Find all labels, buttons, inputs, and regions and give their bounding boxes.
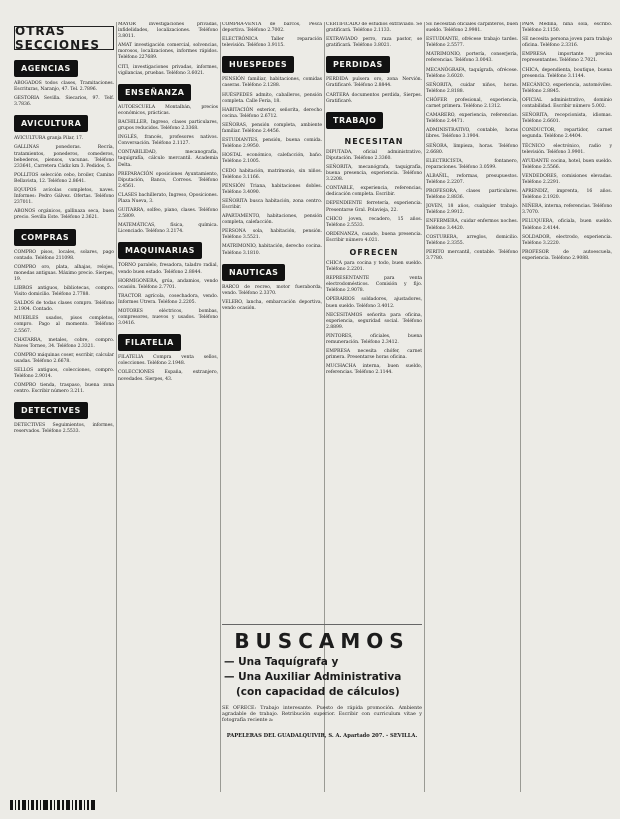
classified-ad: CEDO habitación, matrimonio, sin niños. Teléfono 3.1166. — [222, 168, 322, 180]
classified-ad: POLLITOS selección cebo, broiler, Camino Bellavista, 12. Teléfono 2.8641. — [14, 172, 114, 184]
classified-ad: GESTORIA Sevilla. Siecarios, 97. Telf. 3.7836. — [14, 96, 114, 108]
classified-ad: SE necesitan oficiales carpinteros, buen sueldo. Teléfono 2.9981. — [426, 22, 518, 34]
classified-ad: DETECTIVES Seguimientos, informes, reservados. Teléfono 2.5533. — [14, 423, 114, 435]
classified-ad: PROFESOR de autoescuela, experiencia. Teléfono 2.9088. — [522, 249, 612, 261]
classified-ad: SEÑORITA, cuidar niños, horas. Teléfono 2.8188. — [426, 82, 518, 94]
classified-ad: MAYOR investigaciones privadas, infidelidades, localizaciones. Teléfono 3.8011. — [118, 22, 218, 40]
classified-ad: ALBAÑIL, reformas, presupuestos. Teléfono 2.2207. — [426, 173, 518, 185]
classified-ad: ABONOS orgánicos, gallinaza seca, buen precio. Sevilla Este. Teléfono 2.3621. — [14, 209, 114, 221]
classified-ad: SEÑORITA, mecanógrafa, taquigrafía, buena presencia, experiencia. Teléfono 3.2208. — [326, 164, 422, 183]
section-header-agencias: AGENCIAS — [14, 60, 78, 77]
display-ad-line: — Una Taquígrafa y — [224, 656, 339, 668]
classified-ad: OPERARIOS soldadores, ajustadores, buen sueldo. Teléfono 3.4012. — [326, 297, 422, 309]
classified-ad: LIBROS antiguos, bibliotecas, compro. Visito domicilio. Teléfono 2.7788. — [14, 285, 114, 298]
subsection-header-necesitan: NECESITAN — [344, 136, 404, 146]
classified-ad: ELECTRÓNICA Taller reparación televisión. Teléfono 3.9115. — [222, 37, 322, 49]
classified-ad: COMPRO pisos, locales, solares, pago contado. Teléfono 211098. — [14, 249, 114, 261]
classified-ad: PENSIÓN Triana, habitaciones dobles. Teléfono 3.4090. — [222, 183, 322, 195]
classified-ad: AUTOESCUELA Montalbán, precios económicos, prácticas. — [118, 104, 218, 116]
classified-ad: ABOGADOS todos clases, Tramitaciones. Escrituras, Naranjo, 47. Tel. 2.7896. — [14, 81, 114, 93]
classified-ad: CITI, investigaciones privadas, informes, vigilancias, pruebas. Teléfono 3.6021. — [118, 64, 218, 76]
classified-ad: PERITO mercantil, contable. Teléfono 3.7780. — [426, 249, 518, 261]
classified-ad: FILATELIA Compra venta sellos, colecciones. Teléfono 2.1948. — [118, 355, 218, 367]
classified-ad: PENSIÓN familiar, habitaciones, comidas caseras. Teléfono 2.1288. — [222, 77, 322, 89]
display-ad-buscamos — [222, 624, 422, 793]
classified-ad: SEÑORITA, recepcionista, idiomas. Teléfono 2.6601. — [522, 113, 612, 125]
section-header-trabajo: TRABAJO — [326, 112, 383, 129]
classified-ad: MATRIMONIO, habitación, derecho cocina. Teléfono 3.1810. — [222, 244, 322, 256]
classified-ad: MOTORES eléctricos, bombas, compresores, nuevos y usados. Teléfono 3.0416. — [118, 309, 218, 327]
classified-ad: PERDIDA pulsera oro, zona Nervión. Gratificaré. Teléfono 2.8844. — [326, 77, 422, 89]
classified-ad: DIPUTADA, oficial administrativo, Diputación. Teléfono 2.3360. — [326, 149, 422, 161]
classified-ad: OFICIAL administrativo, dominio contabilidad. Escribir número 5.002. — [522, 97, 612, 110]
classified-ad: COSTURERA, arreglos, domicilio. Teléfono 2.3355. — [426, 234, 518, 246]
classified-ad: SEÑORITA busca habitación, zona centro. Escribir. — [222, 198, 322, 210]
classified-ad: INGLÉS, francés, profesores nativos. Conversación. Teléfono 2.1127. — [118, 135, 218, 147]
column-1 — [14, 22, 114, 792]
classified-ad: HORMIGONERA, grúa, andamios, vendo ocasión. Teléfono 2.7701. — [118, 278, 218, 290]
subsection-header-ofrecen: OFRECEN — [349, 247, 399, 257]
classified-ad: ELECTRICISTA, fontanero, reparaciones. Teléfono 3.0599. — [426, 158, 518, 170]
classified-ad: GUITARRA, solfeo, piano, clases. Teléfono 2.5809. — [118, 208, 218, 220]
classified-ad: COMPRA-VENTA de barcos, Pesca deportiva. Teléfono 2.7002. — [222, 22, 322, 34]
classified-ad: ESTUDIANTE, ofrécese trabajo tardes. Teléfono 2.5577. — [426, 37, 518, 49]
column-rule — [424, 22, 425, 792]
column-rule — [116, 22, 117, 792]
classified-ad: BARCO de recreo, motor fueraborda, vendo. Teléfono 2.3370. — [222, 284, 322, 296]
classified-ad: TRACTOR agrícola, cosechadora, vendo. Informes Utrera. Teléfono 2.2205. — [118, 293, 218, 305]
section-header-maquinarias: MAQUINARIAS — [118, 242, 202, 259]
column-4 — [326, 22, 422, 622]
classified-ad: SOLDADOR, electrodo, experiencia. Teléfono 3.2220. — [522, 234, 612, 246]
classified-ad: HUÉSPEDES admito, caballeros, pensión completa. Calle Feria, 18. — [222, 92, 322, 104]
section-header-ensenanza: ENSEÑANZA — [118, 84, 191, 101]
classified-ad: CONTABILIDAD, mecanografía, taquigrafía, cálculo mercantil. Academia Delta. — [118, 150, 218, 168]
classified-ad: NIÑERA, interna, referencias. Teléfono 3.7070. — [522, 204, 612, 216]
classified-ad: CHATARRA, metales, cobre, compro. Naves Torneo, 34. Teléfono 2.3321. — [14, 337, 114, 349]
classified-ad: EMPRESA necesita chófer, carnet primera. Presentarse horas oficina. — [326, 349, 422, 361]
scan-edge-marks — [10, 800, 530, 810]
classified-ad: APARTAMENTO, habitaciones, pensión completa, calefacción. — [222, 214, 322, 226]
classified-ad: COMPRO máquinas coser, escribir, calcular usadas. Teléfono 2.6678. — [14, 352, 114, 364]
classified-ad: PROFESORA, clases particulares. Teléfono 2.8836. — [426, 189, 518, 201]
classified-ad: CHICA para cocina y todo, buen sueldo. Teléfono 2.2201. — [326, 260, 422, 273]
classified-ad: SALDOS de todas clases compro. Teléfono 2.1904. Contado. — [14, 301, 114, 313]
display-ad-line: — Una Auxiliar Administrativa — [224, 671, 402, 683]
classified-ad: PINTORES, oficiales, buena remuneración. Teléfono 2.3412. — [326, 333, 422, 345]
classified-ad: SEÑORAS, pensión completa, ambiente familiar. Teléfono 2.4456. — [222, 122, 322, 135]
classified-ad: PREPARACIÓN oposiciones Ayuntamiento, Diputación, Banca, Correos. Teléfono 2.4561. — [118, 171, 218, 189]
classified-ad: EXTRAVIADO perro, raza pastor, se gratificará. Teléfono 3.8021. — [326, 37, 422, 49]
classified-ad: MUCHACHA interna, buen sueldo, referencias. Teléfono 2.1144. — [326, 364, 422, 376]
classified-ad: EMPRESA importante precisa representantes. Teléfono 2.7021. — [522, 52, 612, 64]
classified-ad: GALLINAS ponedoras. Recría, tratamientos, ponederos, comederos, bebederos, piensos, vacunas. Teléfono 233641, Carretera Cádiz km 3. Pedidos, 5. — [14, 145, 114, 169]
section-header-huespedes: HUESPEDES — [222, 56, 294, 73]
classified-ad: MECANÓGRAFA, taquígrafa, ofrécese. Teléfono 3.6020. — [426, 67, 518, 79]
classified-ad: MUEBLES usados, pisos completos, compro. Pago al momento. Teléfono 2.5567. — [14, 316, 114, 334]
classified-ad: COLECCIONES España, extranjero, novedades. Sierpes, 43. — [118, 370, 218, 382]
column-5 — [426, 22, 518, 792]
classified-ad: MECÁNICO, experiencia, automóviles. Teléfono 2.8845. — [522, 82, 612, 94]
classified-ad: DEPENDIENTE ferretería, experiencia. Presentarse Gral. Polavieja, 22. — [326, 201, 422, 213]
section-header-perdidas: PERDIDAS — [326, 56, 390, 73]
classified-ad: CONTABLE, experiencia, referencias, dedicación completa. Escribir. — [326, 186, 422, 198]
classified-ad: BACHILLER, Ingreso, clases particulares, grupos reducidos. Teléfono 2.3368. — [118, 119, 218, 132]
classified-ad: HOSTAL económico, calefacción, baño. Teléfono 2.1005. — [222, 153, 322, 165]
classified-ad: SE necesita persona joven para trabajo oficina. Teléfono 2.3316. — [522, 37, 612, 49]
classified-ad: APRENDIZ, imprenta, 16 años. Teléfono 2.1920. — [522, 189, 612, 201]
classified-ad: EQUIPOS avícolas completos, naves. Informes: Pedro Gálvez. Ofertas. Teléfono 237011. — [14, 188, 114, 206]
display-ad-signature: PAPELERAS DEL GUADALQUIVIR, S. A. Apartado 207. - SEVILLA. — [226, 732, 418, 739]
classified-ad: ADMINISTRATIVO, contable, horas libres. Teléfono 3.1904. — [426, 128, 518, 140]
classified-ad: VELERO, lancha, embarcación deportiva, vendo ocasión. — [222, 299, 322, 311]
classified-ad: CHICO joven, recadero, 15 años. Teléfono 2.5533. — [326, 216, 422, 228]
classified-ad: PERSONA sola, habitación, pensión. Teléfono 3.5521. — [222, 229, 322, 241]
classified-ad: AVICULTURA granja Pilar, 17. — [14, 136, 84, 142]
classified-ad: CAMARERO, experiencia, referencias. Teléfono 2.4471. — [426, 113, 518, 125]
display-ad-title: BUSCAMOS — [234, 629, 410, 653]
classified-ad: ESTUDIANTES, pensión, buena comida. Teléfono 2.9950. — [222, 138, 322, 150]
classified-ad: CERTIFICADO de estudios extraviado. Se gratificará. Teléfono 2.1133. — [326, 22, 422, 34]
column-3 — [222, 22, 322, 622]
classified-ad: CHICA, dependienta, boutique, buena presencia. Teléfono 3.1144. — [522, 67, 612, 79]
classified-ad: HABITACIÓN exterior, señorita, derecho cocina. Teléfono 2.6712. — [222, 107, 322, 119]
classified-ad: VENDEDORES, comisiones elevadas. Teléfono 2.2291. — [522, 173, 612, 185]
column-rule — [520, 22, 521, 792]
classified-ad: SEÑORA, limpieza, horas. Teléfono 2.6680. — [426, 143, 518, 155]
classified-ad: AMAT investigación comercial, solvencias, morosos, localizaciones, informes rápidos. Teléfono 227689. — [118, 43, 218, 61]
section-header-detectives: DETECTIVES — [14, 402, 88, 419]
classified-ad: CLASES bachillerato, Ingreso, Oposiciones. Plaza Nueva, 3. — [118, 192, 218, 204]
column-rule — [220, 22, 221, 792]
classified-ad: SELLOS antiguos, colecciones, compro. Teléfono 2.9014. — [14, 368, 114, 380]
section-header-compras: COMPRAS — [14, 229, 76, 246]
classified-ad: MATEMÁTICAS, física, química. Licenciado. Teléfono 3.2174. — [118, 223, 218, 235]
classified-ad: ENFERMERA, cuidar enfermos noches. Teléfono 3.4420. — [426, 219, 518, 231]
classifieds-page — [14, 22, 612, 792]
classified-ad: JOVEN, 18 años, cualquier trabajo. Teléfono 2.9912. — [426, 204, 518, 216]
section-header-avicultura: AVICULTURA — [14, 115, 88, 132]
section-header-nauticas: NAUTICAS — [222, 264, 285, 281]
classified-ad: NECESITAMOS señorita para oficina, experiencia, seguridad social. Teléfono 2.8899. — [326, 312, 422, 330]
column-2 — [118, 22, 218, 792]
classified-ad: CONDUCTOR, repartidor, carnet segunda. Teléfono 2.4404. — [522, 128, 612, 140]
classified-ad: PAPA Medina, niña sola, escribo. Teléfono 2.1150. — [522, 22, 612, 34]
display-ad-body: SE OFRECE: Trabajo interesante. Puesto de rápida promoción. Ambiente agradable de trabajo. Retribución superior. Escribir con curriculum vitae y fotografía reciente a: — [222, 706, 422, 724]
classified-ad: CHÓFER profesional, experiencia, carnet primera. Teléfono 2.1312. — [426, 97, 518, 110]
classified-ad: REPRESENTANTE para venta electrodomésticos. Comisión y fijo. Teléfono 2.9078. — [326, 276, 422, 294]
classified-ad: COMPRO oro, plata, alhajas, relojes, monedas antiguas. Máximo precio. Sierpes, 19. — [14, 264, 114, 282]
classified-ad: TORNO paralelo, fresadora, taladro radial, vendo buen estado. Teléfono 2.8844. — [118, 263, 218, 275]
classified-ad: MATRIMONIO, portería, conserjería, referencias. Teléfono 3.0043. — [426, 52, 518, 64]
section-title: OTRAS SECCIONES — [14, 26, 114, 50]
column-6 — [522, 22, 612, 792]
classified-ad: PELUQUERA, oficiala, buen sueldo. Teléfono 2.4144. — [522, 219, 612, 231]
classified-ad: AYUDANTE cocina, hotel, buen sueldo. Teléfono 2.5566. — [522, 158, 612, 170]
section-header-filatelia: FILATELIA — [118, 334, 181, 351]
classified-ad: ORDENANZA, casado, buena presencia. Escribir número 4.021. — [326, 231, 422, 243]
display-ad-line: (con capacidad de cálculos) — [236, 686, 400, 698]
classified-ad: COMPRO tienda, traspaso, buena zona centro. Escribir número 3.211. — [14, 383, 114, 395]
classified-ad: TÉCNICO electrónico, radio y televisión. Teléfono 3.9901. — [522, 143, 612, 155]
classified-ad: CARTERA documentos perdida, Sierpes. Gratificaré. — [326, 92, 422, 104]
